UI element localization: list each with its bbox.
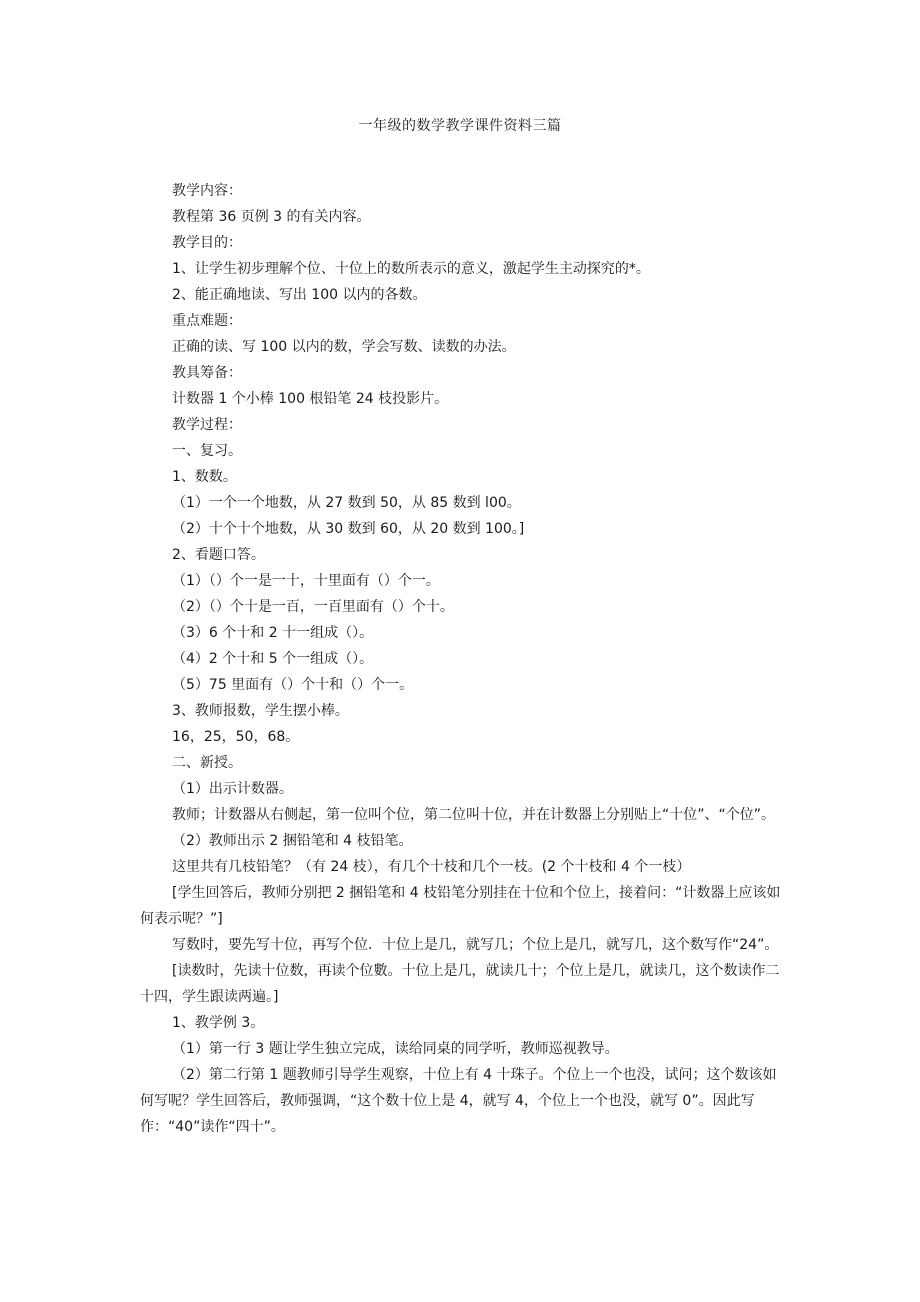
text-line: 教程第 36 页例 3 的有关内容。	[172, 209, 371, 225]
text-line: （2）（）个十是一百，一百里面有（）个十。	[172, 599, 454, 615]
text-paragraph: [学生回答后，教师分别把 2 捆铅笔和 4 枝铅笔分别挂在十位和个位上，接着问：“计数器上应该如何表示呢？”]	[140, 885, 781, 927]
text-line: （4）2 个十和 5 个一组成（）。	[172, 651, 374, 667]
document-body	[140, 178, 785, 1140]
text-line: 1、教学例 3。	[172, 1015, 265, 1031]
text-line: （1）第一行 3 题让学生独立完成，读给同桌的同学听，教师巡视教导。	[172, 1041, 619, 1057]
document-title: 一年级的数学教学课件资料三篇	[358, 118, 562, 134]
text-paragraph: 教师；计数器从右侧起，第一位叫个位，第二位叫十位，并在计数器上分别贴上“十位”、“个位”。	[172, 807, 776, 823]
text-line: 重点难题：	[172, 313, 242, 329]
text-line: 计数器 1 个小棒 100 根铅笔 24 枝投影片。	[172, 391, 449, 407]
text-line: 1、让学生初步理解个位、十位上的数所表示的意义，激起学生主动探究的*。	[172, 261, 650, 277]
text-line: 二、新授。	[172, 755, 242, 771]
text-line: （2）教师出示 2 捆铅笔和 4 枝铅笔。	[172, 833, 413, 849]
text-line: 教学目的：	[172, 235, 242, 251]
text-line: 正确的读、写 100 以内的数，学会写数、读数的办法。	[172, 339, 516, 355]
text-line: 教具筹备：	[172, 365, 242, 381]
text-line: （3）6 个十和 2 十一组成（）。	[172, 625, 374, 641]
text-line: （1）出示计数器。	[172, 781, 293, 797]
text-paragraph: 这里共有几枝铅笔？（有 24 枝），有几个十枝和几个一枝。(2 个十枝和 4 个一枝）	[172, 859, 691, 875]
text-line: 1、数数。	[172, 469, 237, 485]
text-line: （1）一个一个地数，从 27 数到 50，从 85 数到 l00。	[172, 495, 521, 511]
text-line: 教学过程：	[172, 417, 242, 433]
text-line: 2、能正确地读、写出 100 以内的各数。	[172, 287, 427, 303]
text-line: （1）（）个一是一十，十里面有（）个一。	[172, 573, 440, 589]
text-line: 3、教师报数，学生摆小棒。	[172, 703, 349, 719]
text-paragraph: （2）第二行第 1 题教师引导学生观察，十位上有 4 十珠子。个位上一个也没，试问；这个数该如何写呢？学生回答后，教师强调，“这个数十位上是 4，就写 4，个位上一个也没，就写 0”。因此写作：“40”读作“四十”。	[140, 1067, 777, 1135]
text-line: 16，25，50，68。	[172, 729, 300, 745]
text-line: 2、看题口答。	[172, 547, 265, 563]
text-line: （5）75 里面有（）个十和（）个一。	[172, 677, 414, 693]
text-paragraph: [读数时，先读十位数，再读个位數。十位上是几，就读几十；个位上是几，就读几，这个数读作二十四，学生跟读两遍。]	[140, 963, 780, 1005]
text-line: 教学内容：	[172, 183, 242, 199]
text-paragraph: 写数时，要先写十位，再写个位．十位上是几，就写几；个位上是几，就写几，这个数写作“24”。	[172, 937, 779, 953]
text-line: 一、复习。	[172, 443, 242, 459]
text-line: （2）十个十个地数，从 30 数到 60，从 20 数到 100。]	[172, 521, 525, 537]
